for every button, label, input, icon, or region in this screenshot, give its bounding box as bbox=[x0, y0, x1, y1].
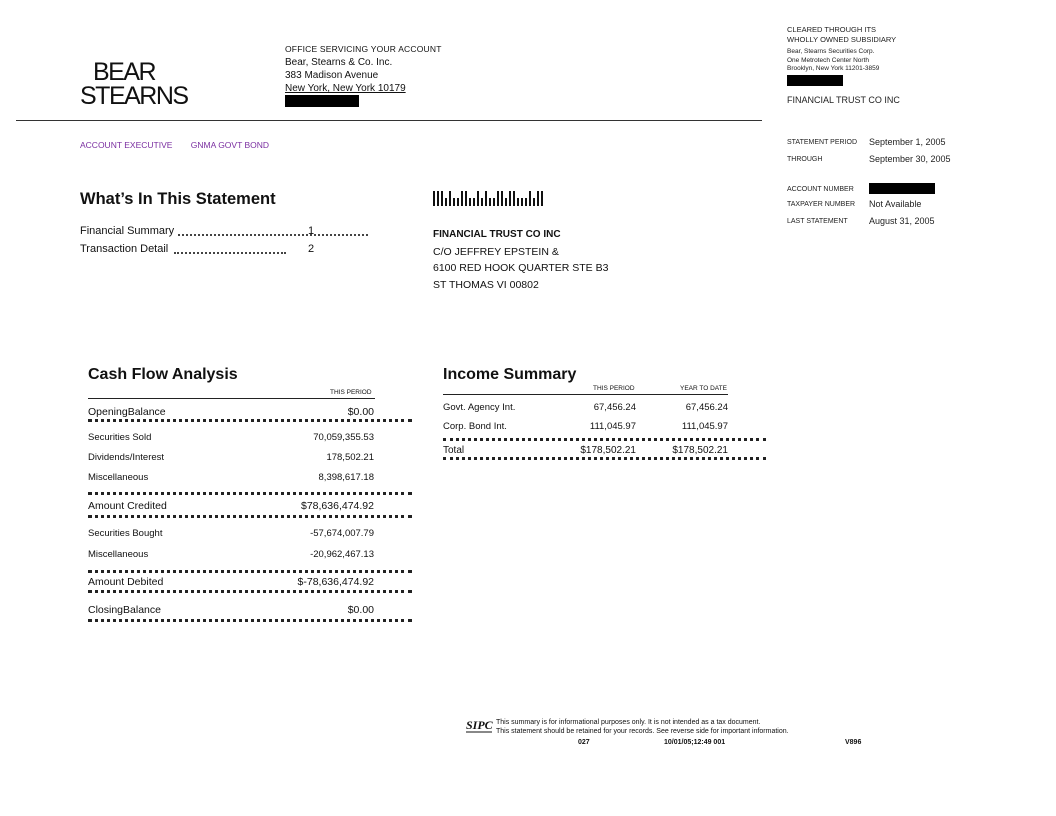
divider bbox=[88, 590, 412, 593]
row-value: -20,962,467.13 bbox=[310, 549, 374, 560]
row-label: Corp. Bond Int. bbox=[443, 421, 507, 432]
row-label: Dividends/Interest bbox=[88, 452, 165, 463]
row-label: Miscellaneous bbox=[88, 472, 149, 483]
svg-text:BEAR: BEAR bbox=[93, 58, 156, 86]
taxpayer-label: TAXPAYER NUMBER bbox=[787, 201, 856, 208]
row-value: $78,636,474.92 bbox=[301, 500, 374, 512]
row-value: 178,502.21 bbox=[326, 452, 374, 463]
mailing-line: C/O JEFFREY EPSTEIN & bbox=[433, 245, 559, 258]
divider bbox=[88, 515, 412, 518]
account-executive-label: ACCOUNT EXECUTIVE bbox=[80, 140, 173, 150]
footer-disclaimer bbox=[496, 718, 789, 736]
account-number-label: ACCOUNT NUMBER bbox=[787, 186, 854, 193]
last-statement-value: August 31, 2005 bbox=[869, 216, 935, 226]
row-label: Total bbox=[443, 445, 465, 456]
clearing-header: CLEARED THROUGH ITS bbox=[787, 25, 877, 34]
account-name: FINANCIAL TRUST CO INC bbox=[787, 95, 900, 106]
row-period-value: 111,045.97 bbox=[589, 421, 636, 432]
row-ytd-value: 111,045.97 bbox=[681, 421, 728, 432]
account-number bbox=[787, 186, 854, 193]
row-value: $-78,636,474.92 bbox=[297, 576, 374, 588]
redaction-bar bbox=[869, 183, 935, 194]
office-servicing-block bbox=[285, 43, 442, 111]
redaction-bar bbox=[787, 75, 843, 86]
row-value: -57,674,007.79 bbox=[310, 528, 374, 539]
income-summary-title: Income Summary bbox=[443, 366, 577, 383]
taxpayer-value: Not Available bbox=[869, 199, 922, 209]
taxpayer-number bbox=[787, 199, 922, 209]
through-value: September 30, 2005 bbox=[869, 154, 951, 164]
column-header-this-period: THIS PERIOD bbox=[593, 385, 635, 392]
whats-in-title: What’s In This Statement bbox=[80, 190, 276, 208]
row-value: 70,059,355.53 bbox=[313, 432, 374, 443]
office-header: OFFICE SERVICING YOUR ACCOUNT bbox=[285, 44, 442, 54]
toc-item[interactable] bbox=[80, 225, 320, 237]
svg-text:STEARNS: STEARNS bbox=[80, 82, 188, 110]
sipc-logo bbox=[466, 717, 494, 738]
column-header-ytd: YEAR TO DATE bbox=[680, 385, 727, 392]
row-label: Amount Debited bbox=[88, 576, 164, 588]
statement-period-label: STATEMENT PERIOD bbox=[787, 139, 858, 146]
through bbox=[787, 154, 951, 164]
mailing-line: 6100 RED HOOK QUARTER STE B3 bbox=[433, 262, 609, 274]
last-statement-label: LAST STATEMENT bbox=[787, 218, 848, 225]
toc-item[interactable] bbox=[80, 243, 320, 255]
account-executive-value: GNMA GOVT BOND bbox=[190, 140, 270, 150]
account-executive bbox=[80, 140, 269, 150]
sipc-text: SIPC bbox=[466, 718, 493, 732]
toc-page: 1 bbox=[308, 225, 315, 237]
toc-leader bbox=[174, 252, 286, 254]
divider bbox=[88, 570, 412, 573]
cash-flow-column-header: THIS PERIOD bbox=[330, 389, 372, 396]
toc-item-label: Transaction Detail bbox=[80, 243, 169, 255]
bear-stearns-logo bbox=[80, 58, 195, 110]
divider bbox=[88, 398, 375, 399]
toc-page: 2 bbox=[308, 243, 315, 255]
row-label: Securities Bought bbox=[88, 528, 163, 539]
footer-code: 027 bbox=[578, 739, 590, 746]
mailing-line: ST THOMAS VI 00802 bbox=[433, 278, 539, 291]
toc-item-label: Financial Summary bbox=[80, 225, 175, 237]
clearing-line: One Metrotech Center North bbox=[787, 56, 870, 64]
footer-code: V896 bbox=[845, 739, 862, 746]
row-ytd-value: $178,502.21 bbox=[672, 445, 728, 456]
clearing-line: Brooklyn, New York 11201-3859 bbox=[787, 65, 880, 73]
row-ytd-value: 67,456.24 bbox=[685, 402, 728, 413]
row-label: Govt. Agency Int. bbox=[443, 402, 516, 413]
divider bbox=[443, 438, 766, 441]
row-value: 8,398,617.18 bbox=[318, 472, 374, 483]
clearing-line: Bear, Stearns Securities Corp. bbox=[787, 48, 875, 55]
postal-barcode bbox=[433, 191, 553, 212]
statement-period-value: September 1, 2005 bbox=[869, 137, 946, 147]
mailing-address bbox=[433, 227, 608, 293]
divider bbox=[88, 492, 412, 495]
disclaimer-line: This statement should be retained for your records. See reverse side for important information. bbox=[496, 728, 789, 735]
disclaimer-line: This summary is for informational purposes only. It is not intended as a tax document. bbox=[496, 719, 761, 726]
through-label: THROUGH bbox=[787, 156, 823, 163]
office-line: New York, New York 10179 bbox=[285, 83, 406, 94]
mailing-name: FINANCIAL TRUST CO INC bbox=[433, 229, 561, 240]
clearing-block bbox=[787, 25, 900, 106]
divider bbox=[443, 457, 766, 460]
row-value: $0.00 bbox=[347, 406, 374, 418]
row-label: Miscellaneous bbox=[88, 549, 149, 560]
divider bbox=[88, 619, 412, 622]
statement-period bbox=[787, 137, 946, 147]
divider bbox=[88, 419, 412, 422]
redaction-bar bbox=[285, 95, 359, 107]
toc-leader bbox=[178, 234, 368, 236]
cash-flow-title: Cash Flow Analysis bbox=[88, 366, 238, 383]
row-label: ClosingBalance bbox=[88, 604, 161, 616]
row-period-value: 67,456.24 bbox=[593, 402, 636, 413]
divider bbox=[443, 394, 728, 395]
office-line: Bear, Stearns & Co. Inc. bbox=[285, 57, 393, 68]
footer-timestamp: 10/01/05;12:49 001 bbox=[664, 739, 726, 746]
row-value: $0.00 bbox=[347, 604, 374, 616]
row-period-value: $178,502.21 bbox=[580, 445, 636, 456]
row-label: Securities Sold bbox=[88, 432, 152, 443]
row-label: Amount Credited bbox=[88, 500, 167, 512]
row-label: OpeningBalance bbox=[88, 406, 166, 418]
header-rule bbox=[16, 120, 762, 121]
last-statement bbox=[787, 216, 935, 226]
office-line: 383 Madison Avenue bbox=[285, 70, 379, 81]
clearing-header: WHOLLY OWNED SUBSIDIARY bbox=[787, 34, 897, 44]
